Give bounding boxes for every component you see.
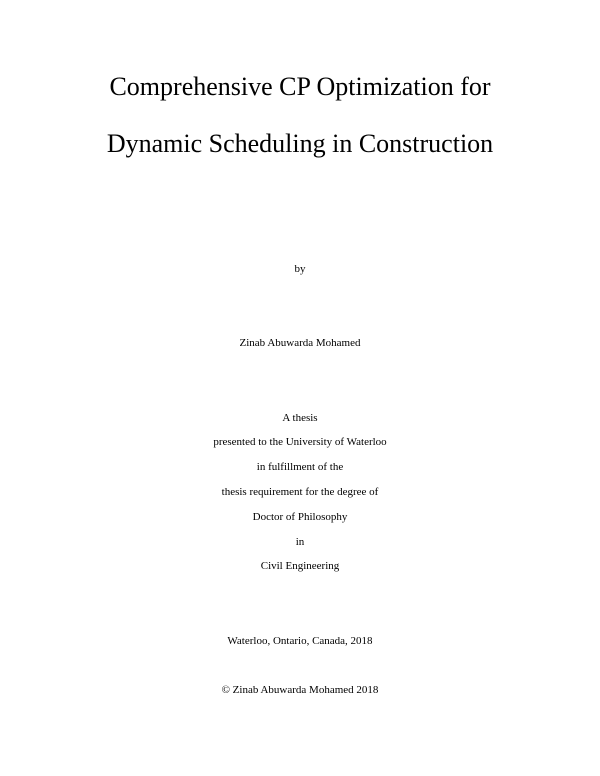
- statement-line-1: A thesis: [282, 412, 318, 424]
- statement-line-3: in fulfillment of the: [256, 461, 344, 473]
- title-line-2: Dynamic Scheduling in Construction: [106, 129, 494, 158]
- title-line-1: Comprehensive CP Optimization for: [109, 72, 491, 101]
- statement-line-5: Doctor of Philosophy: [252, 511, 348, 523]
- author-name: Zinab Abuwarda Mohamed: [239, 337, 361, 349]
- by-label: by: [294, 263, 306, 275]
- statement-line-4: thesis requirement for the degree of: [221, 486, 379, 498]
- statement-line-7: Civil Engineering: [260, 560, 340, 572]
- statement-line-2: presented to the University of Waterloo: [213, 436, 387, 448]
- copyright-notice: © Zinab Abuwarda Mohamed 2018: [221, 684, 379, 696]
- place-and-date: Waterloo, Ontario, Canada, 2018: [227, 635, 373, 647]
- statement-line-6: in: [295, 536, 305, 548]
